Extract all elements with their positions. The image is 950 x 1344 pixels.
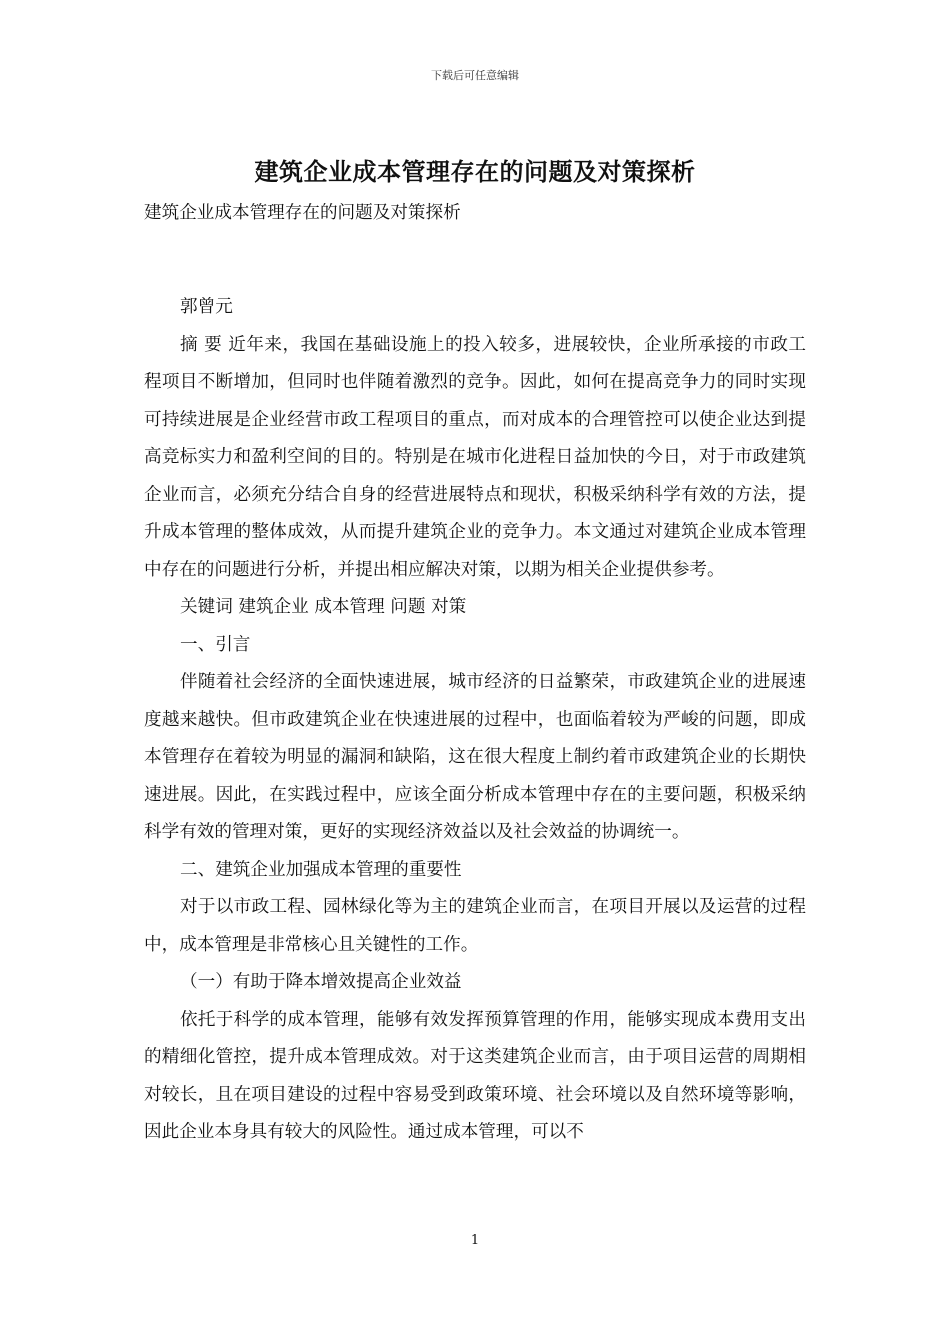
document-body (144, 195, 806, 1152)
introduction-paragraph: 伴随着社会经济的全面快速进展，城市经济的日益繁荣，市政建筑企业的进展速度越来越快。但市政建筑企业在快速进展的过程中，也面临着较为严峻的问题，即成本管理存在着较为明显的漏洞和缺陷，这在很大程度上制约着市政建筑企业的长期快速进展。因此，在实践过程中，应该全面分析成本管理中存在的主要问题，积极采纳科学有效的管理对策，更好的实现经济效益以及社会效益的协调统一。 (144, 672, 806, 842)
abstract-paragraph: 摘 要 近年来，我国在基础设施上的投入较多，进展较快，企业所承接的市政工程项目不断增加，但同时也伴随着激烈的竞争。因此，如何在提高竞争力的同时实现可持续进展是企业经营市政工程项目的重点，而对成本的合理管控可以使企业达到提高竞标实力和盈利空间的目的。特别是在城市化进程日益加快的今日，对于市政建筑企业而言，必须充分结合自身的经营进展特点和现状，积极采纳科学有效的方法，提升成本管理的整体成效，从而提升建筑企业的竞争力。本文通过对建筑企业成本管理中存在的问题进行分析，并提出相应解决对策，以期为相关企业提供参考。 (144, 334, 806, 580)
importance-paragraph: 对于以市政工程、园林绿化等为主的建筑企业而言，在项目开展以及运营的过程中，成本管理是非常核心且关键性的工作。 (144, 897, 806, 955)
keywords-line: 关键词 建筑企业 成本管理 问题 对策 (180, 597, 467, 617)
document-subtitle: 建筑企业成本管理存在的问题及对策探析 (144, 203, 461, 223)
author-name: 郭曾元 (180, 297, 233, 317)
section-heading-introduction: 一、引言 (180, 634, 251, 655)
document-title: 建筑企业成本管理存在的问题及对策探析 (254, 157, 696, 186)
blank-line (144, 233, 806, 271)
page-header-note: 下载后可任意编辑 (431, 69, 519, 82)
subsection-heading-cost-efficiency: （一）有助于降本增效提高企业效益 (180, 972, 462, 992)
page-number: 1 (470, 1233, 480, 1248)
cost-efficiency-paragraph: 依托于科学的成本管理，能够有效发挥预算管理的作用，能够实现成本费用支出的精细化管控，提升成本管理成效。对于这类建筑企业而言，由于项目运营的周期相对较长，且在项目建设的过程中容易受到政策环境、社会环境以及自然环境等影响，因此企业本身具有较大的风险性。通过成本管理，可以不 (144, 1009, 806, 1142)
blank-line (144, 270, 806, 289)
section-heading-importance: 二、建筑企业加强成本管理的重要性 (180, 859, 462, 880)
